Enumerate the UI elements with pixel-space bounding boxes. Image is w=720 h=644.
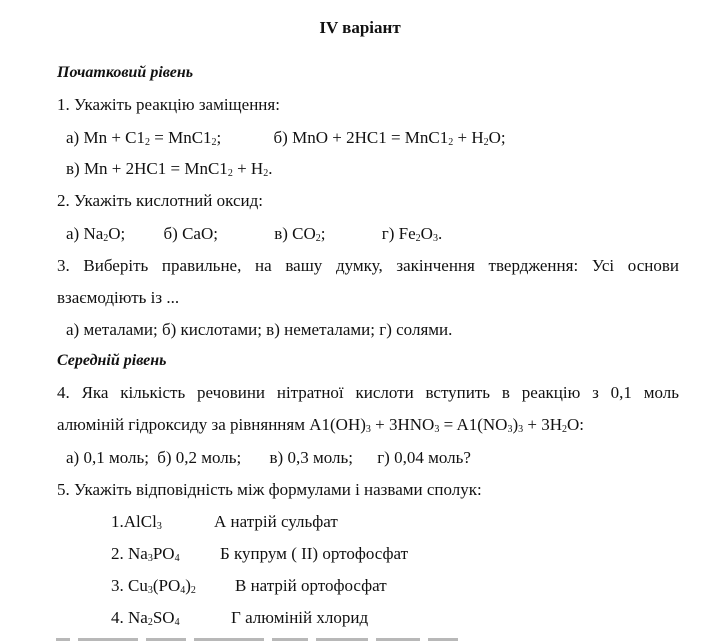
q4-option-d: г) 0,04 моль? <box>377 448 471 467</box>
question-3-line-2: взаємодіють із ... <box>57 288 180 307</box>
q3-options: а) металами; б) кислотами; в) неметалами; г) солями. <box>66 320 453 339</box>
q5-formula-3: 3. $Cu_3(PO_4)_2$ <box>111 576 196 596</box>
q4-option-b: б) 0,2 моль; <box>157 448 242 467</box>
q5-name-c: В натрій ортофосфат <box>235 576 387 595</box>
q2-option-d: г) $Fe_2O_3$. <box>381 224 443 244</box>
q5-formula-4: 4. $Na_2SO_4$ <box>111 608 180 628</box>
q5-formula-1: 1.AlCl$_3$ <box>111 512 162 532</box>
q5-name-b: Б купрум ( ІІ) ортофосфат <box>220 544 409 563</box>
q2-option-c: в) $CO_2$; <box>274 224 326 244</box>
q1-option-b: б) MnO + $2HC1 = MnC1_2 + H_2O$; <box>273 128 506 148</box>
question-1: 1. Укажіть реакцію заміщення: <box>57 95 280 114</box>
q1-option-a: а) $Mn + C1_2 = MnC1_2$; <box>66 128 222 148</box>
q4-option-a: а) 0,1 моль; <box>66 448 149 467</box>
q4-option-c: в) 0,3 моль; <box>269 448 353 467</box>
q1-option-c: в) $Mn + 2HC1 = MnC1_2 + H_2$. <box>66 159 273 179</box>
q5-name-a: А натрій сульфат <box>214 512 338 531</box>
q1-options-row-1 <box>66 127 506 149</box>
question-5: 5. Укажіть відповідність між формулами і назвами сполук: <box>57 480 482 499</box>
level-heading-initial: Початковий рівень <box>57 64 194 81</box>
q4-options <box>66 447 471 469</box>
question-4-line-2: алюміній гідроксиду за рівнянням $A1(OH)_3 + 3HNO_3 = A1(NO_3)_3 + 3H_2O$: <box>57 415 585 435</box>
question-2: 2. Укажіть кислотний оксид: <box>57 191 263 210</box>
level-heading-middle: Середній рівень <box>57 352 167 369</box>
q5-formula-2: 2. $Na_3PO_4$ <box>111 544 180 564</box>
q2-options <box>66 223 442 245</box>
q2-option-a: а) $Na_2O$; <box>66 224 126 244</box>
variant-title: IV варіант <box>319 18 401 37</box>
q2-option-b: б) CaO; <box>163 224 218 243</box>
q5-name-d: Г алюміній хлорид <box>231 608 369 627</box>
clipped-next-line <box>56 638 536 644</box>
question-4-line-1: 4. Яка кількість речовини нітратної кислоти вступить в реакцію з 0,1 моль <box>57 383 679 402</box>
question-3-line-1: 3. Виберіть правильне, на вашу думку, закінчення твердження: Усі основи <box>57 256 679 275</box>
